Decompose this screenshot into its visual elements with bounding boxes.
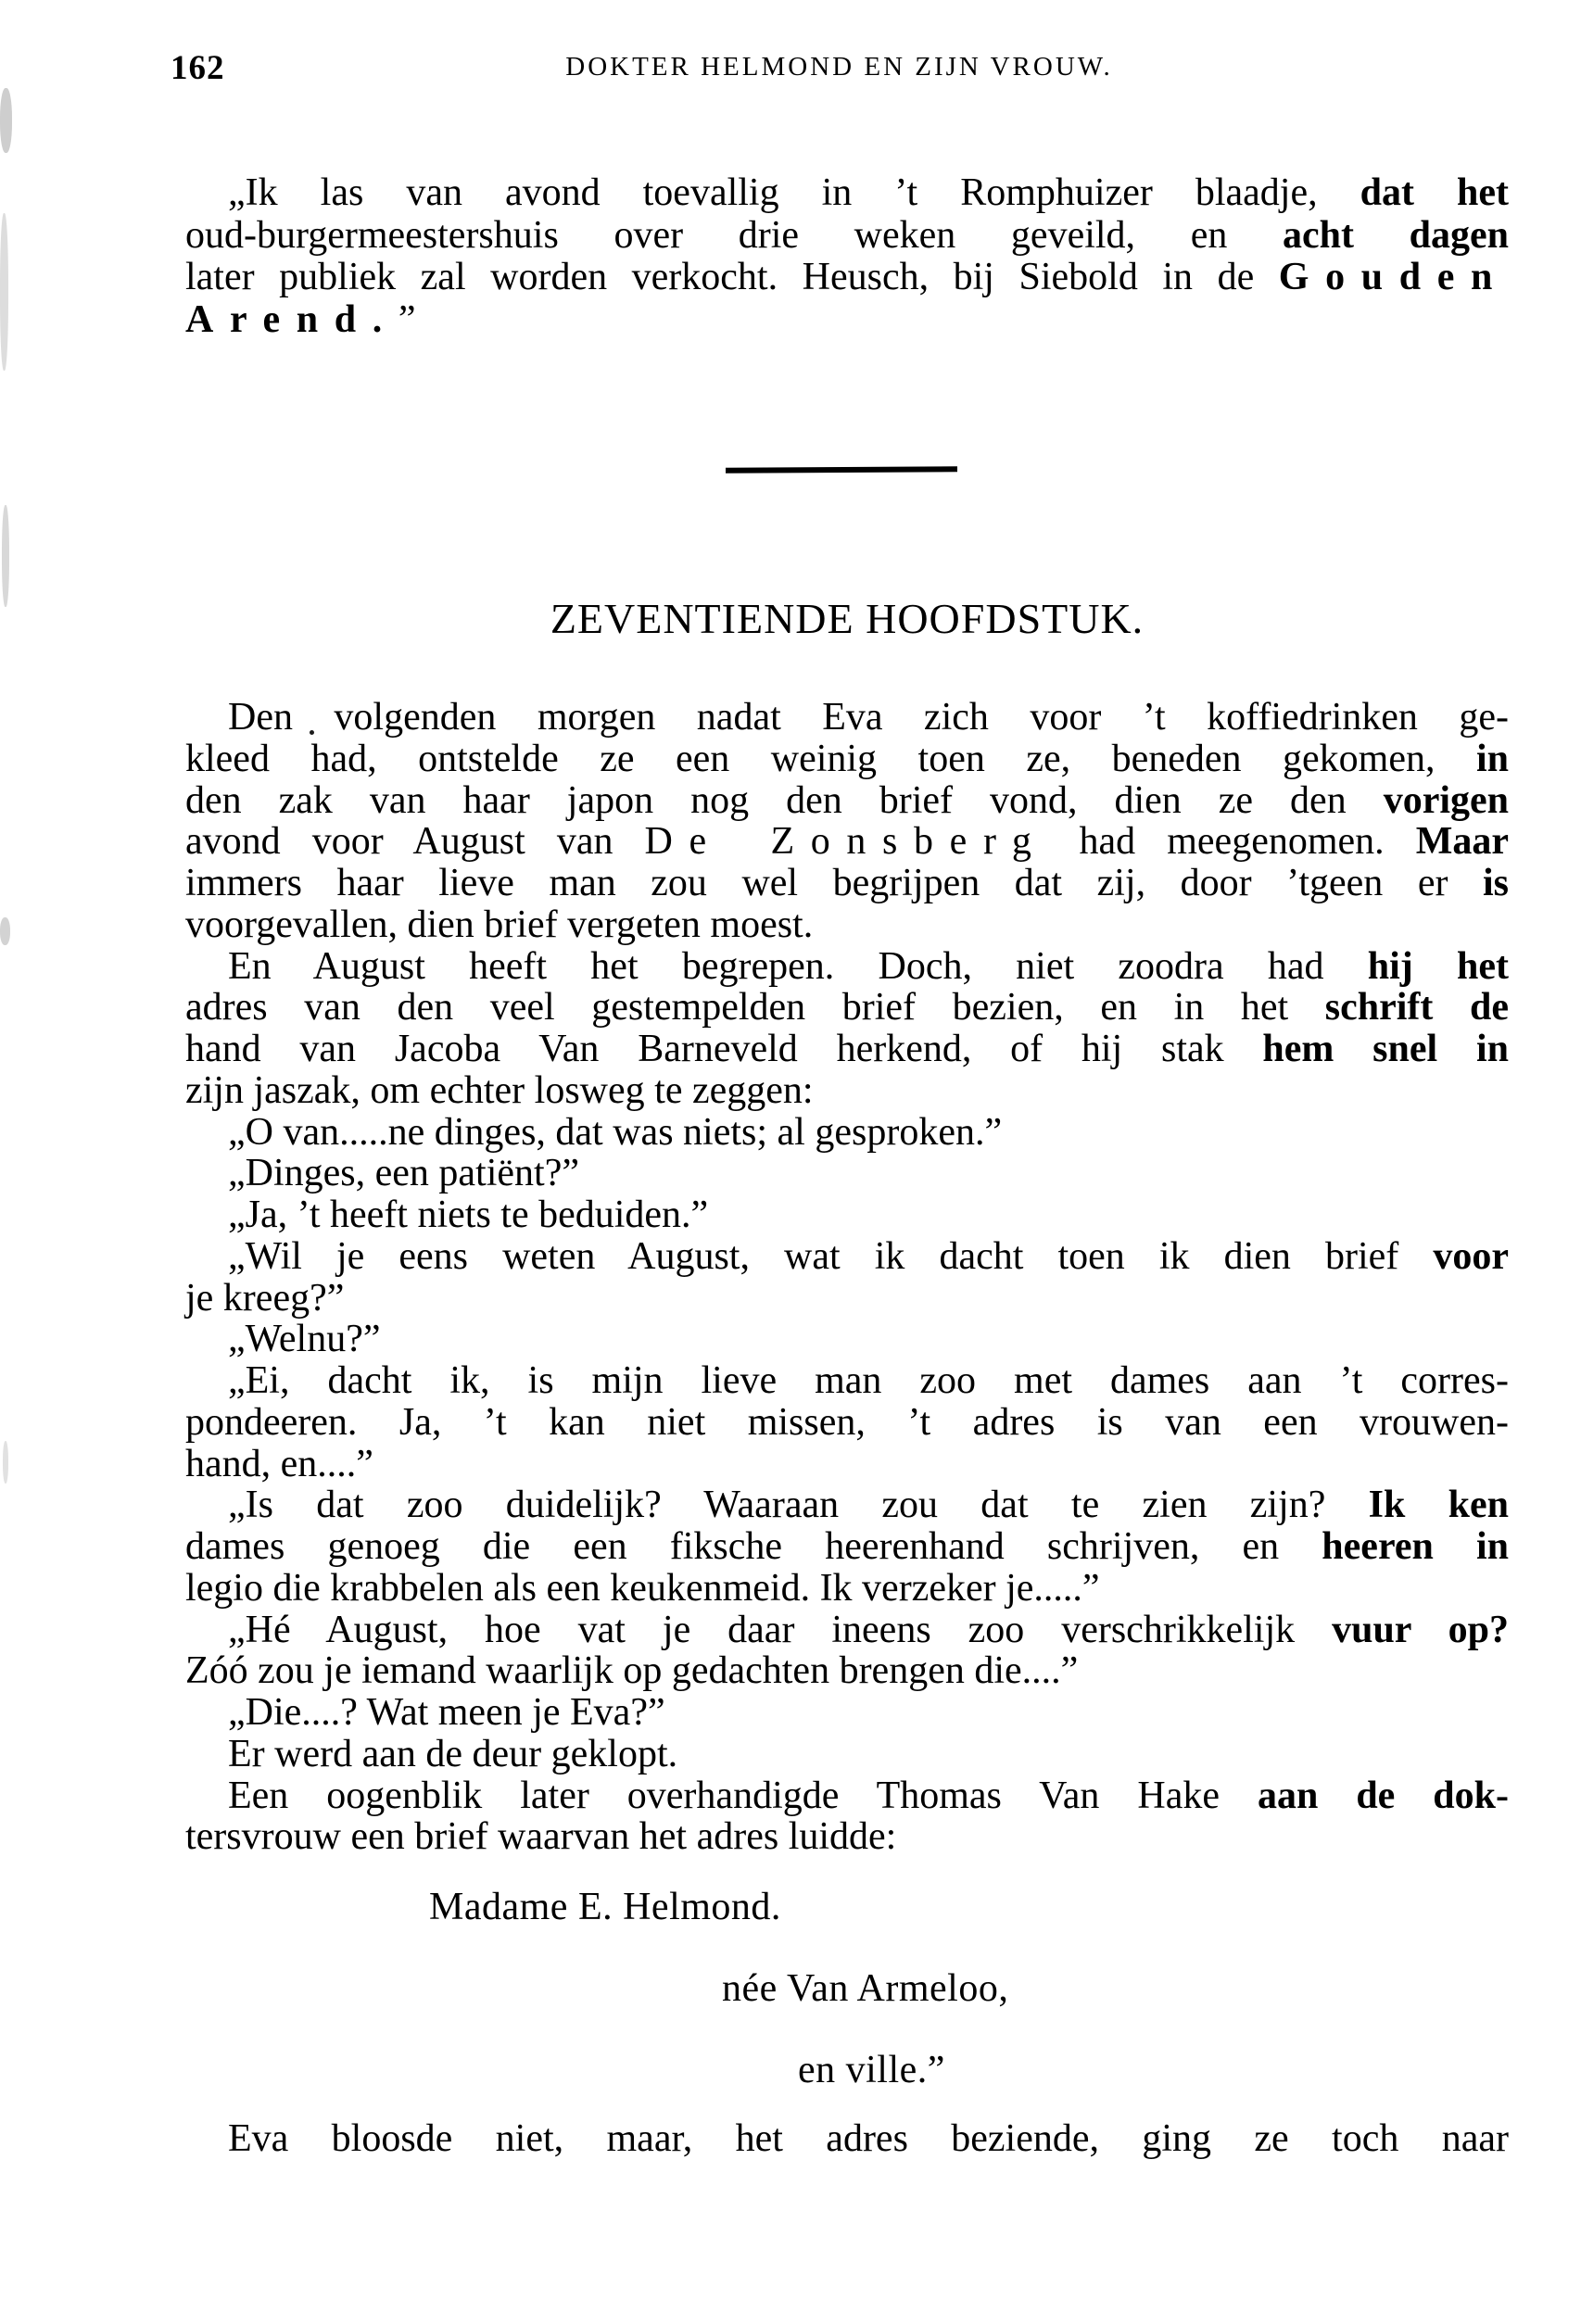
text-line <box>185 215 1509 258</box>
text-line <box>185 1029 1509 1070</box>
text-segment: voor <box>1433 1234 1509 1278</box>
page-header <box>171 46 1508 91</box>
text-segment: Den volgenden morgen nadat Eva zich voor ’t koffiedrinken ge- <box>228 696 1509 739</box>
scan-artifact <box>0 88 12 153</box>
text-line <box>185 821 1509 863</box>
text-line <box>185 2118 1509 2160</box>
text-segment: vuur op? <box>1332 1608 1510 1651</box>
text-segment: pondeeren. Ja, ’t kan niet missen, ’t adres is van een vrouwen- <box>185 1400 1509 1444</box>
text-line <box>185 1775 1509 1817</box>
text-segment: hand van Jacoba Van Barneveld herkend, of hij stak <box>185 1028 1263 1070</box>
text-segment: legio die krabbelen als een keukenmeid. Ik verzeker je.....” <box>185 1566 1100 1610</box>
text-line <box>185 1484 1509 1526</box>
text-segment: Maar <box>1415 820 1510 864</box>
text-line <box>185 987 1509 1029</box>
text-line <box>185 172 1509 215</box>
text-segment: Zóó zou je iemand waarlijk op gedachten brengen die....” <box>185 1649 1079 1693</box>
section-divider-rule <box>726 466 957 474</box>
text-segment: hem snel in <box>1262 1028 1509 1070</box>
text-line <box>185 1402 1509 1444</box>
text-segment: „O van.....ne dinges, dat was niets; al gesproken.” <box>228 1110 1003 1154</box>
text-segment: „Welnu?” <box>228 1318 381 1361</box>
text-segment: „Hé August, hoe vat je daar ineens zoo verschrikkelijk <box>228 1608 1333 1651</box>
text-segment: Een oogenblik later overhandigde Thomas Van Hake <box>228 1774 1258 1817</box>
text-segment: „Die....? Wat meen je Eva?” <box>228 1691 665 1734</box>
text-line <box>185 1278 1509 1320</box>
text-segment: dames genoeg die een fiksche heerenhand schrijven, en <box>185 1525 1322 1568</box>
text-segment: Ik ken <box>1368 1484 1510 1527</box>
running-title: DOKTER HELMOND EN ZIJN VROUW. <box>565 52 1113 82</box>
text-segment: tersvrouw een brief waarvan het adres luidde: <box>185 1815 897 1859</box>
opening-paragraph <box>185 172 1509 342</box>
text-segment: immers haar lieve man zou wel begrijpen dat zij, door ’tgeen er <box>185 862 1483 904</box>
scan-artifact <box>3 1441 8 1484</box>
text-line <box>185 697 1509 739</box>
text-segment: avond voor August van <box>185 820 645 864</box>
text-line <box>185 1194 1509 1236</box>
text-line <box>185 257 1509 299</box>
text-segment: hand, en....” <box>185 1442 373 1485</box>
scan-artifact <box>2 505 9 607</box>
text-line <box>185 1650 1509 1692</box>
address-line-2: née Van Armeloo, <box>722 1967 1009 2010</box>
text-line <box>185 904 1509 946</box>
text-line <box>185 1360 1509 1402</box>
text-segment: adres van den veel gestempelden brief bezien, en in het <box>185 986 1325 1029</box>
text-line <box>185 1319 1509 1360</box>
text-segment: aan de dok- <box>1257 1774 1509 1817</box>
address-line-3: en ville.” <box>798 2049 945 2091</box>
text-line <box>185 1692 1509 1734</box>
text-line <box>185 780 1509 822</box>
text-line <box>185 739 1509 780</box>
text-segment: „Wil je eens weten August, wat ik dacht toen ik dien brief <box>228 1234 1434 1278</box>
text-segment: vorigen <box>1383 778 1509 822</box>
body-text <box>185 697 1509 1858</box>
text-line <box>185 1816 1509 1858</box>
text-segment: „Ja, ’t heeft niets te beduiden.” <box>228 1194 709 1236</box>
text-segment: in <box>1475 737 1509 780</box>
text-segment: Eva bloosde niet, maar, het adres beziende, ging ze toch naar <box>228 2117 1509 2160</box>
text-segment: acht dagen <box>1282 213 1509 257</box>
text-segment: voorgevallen, dien brief vergeten moest. <box>185 903 814 946</box>
text-segment: De Zonsberg <box>644 820 1048 864</box>
address-line-1: Madame E. Helmond. <box>429 1886 781 1928</box>
text-line <box>185 1610 1509 1651</box>
text-line <box>185 299 1509 342</box>
text-segment: had meegenomen. <box>1047 820 1416 864</box>
text-segment: den zak van haar japon nog den brief vond, dien ze den <box>185 778 1384 822</box>
text-segment: je kreeg?” <box>185 1276 345 1320</box>
text-segment: „Dinges, een patiënt?” <box>228 1152 579 1195</box>
text-segment: dat het <box>1360 171 1509 214</box>
text-line <box>185 863 1509 904</box>
text-segment: Gouden <box>1278 256 1509 299</box>
text-line <box>185 1153 1509 1194</box>
text-segment: „Ik las van avond toevallig in ’t Romphuizer blaadje, <box>228 171 1360 214</box>
closing-paragraph <box>185 2118 1509 2160</box>
text-line <box>185 1734 1509 1775</box>
text-segment: Er werd aan de deur geklopt. <box>228 1732 678 1775</box>
text-segment: hij het <box>1367 944 1509 988</box>
text-segment: heeren in <box>1322 1525 1509 1568</box>
scan-artifact <box>0 213 8 371</box>
text-segment: Arend. <box>185 298 398 342</box>
text-segment: zijn jaszak, om echter losweg te zeggen: <box>185 1068 814 1112</box>
scan-artifact <box>0 917 10 945</box>
page-number: 162 <box>171 49 225 87</box>
text-segment: En August heeft het begrepen. Doch, niet zoodra had <box>228 944 1368 988</box>
text-segment: is <box>1482 862 1509 904</box>
text-segment: „Is dat zoo duidelijk? Waaraan zou dat te zien zijn? <box>228 1484 1369 1527</box>
text-line <box>185 1236 1509 1278</box>
text-line <box>185 1112 1509 1154</box>
chapter-heading: ZEVENTIENDE HOOFDSTUK. <box>550 595 1145 642</box>
text-segment: „Ei, dacht ik, is mijn lieve man zoo met dames aan ’t corres- <box>228 1359 1509 1402</box>
text-segment: later publiek zal worden verkocht. Heusch, bij Siebold in de <box>185 256 1279 299</box>
text-segment: schrift de <box>1324 986 1509 1029</box>
text-line <box>185 1444 1509 1485</box>
text-segment: kleed had, ontstelde ze een weinig toen ze, beneden gekomen, <box>185 737 1476 780</box>
text-line <box>185 946 1509 988</box>
text-line <box>185 1070 1509 1112</box>
text-line <box>185 1526 1509 1568</box>
text-segment: oud-burgermeestershuis over drie weken geveild, en <box>185 213 1283 257</box>
text-segment: ” <box>398 298 416 342</box>
text-line <box>185 1568 1509 1610</box>
